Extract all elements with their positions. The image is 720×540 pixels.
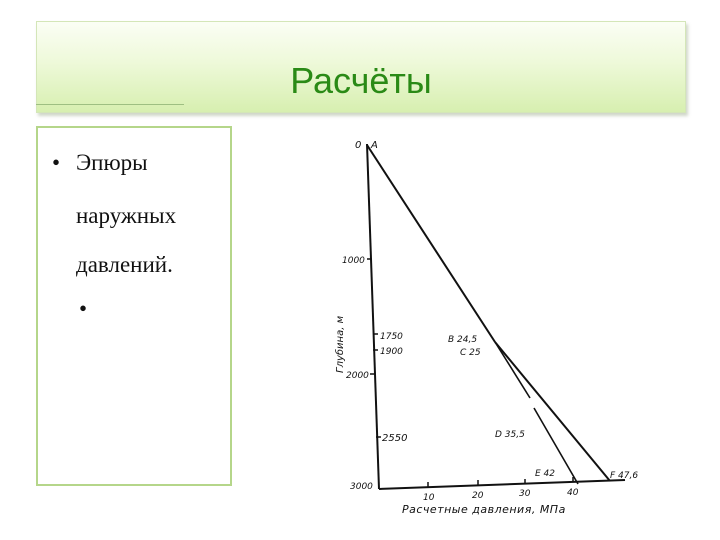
pressure-axis	[379, 480, 625, 489]
bullet-text-line-3: давлений.	[76, 252, 173, 277]
depth-label-2550: 2550	[382, 433, 408, 444]
bullet-text-line-1: Эпюры	[76, 150, 148, 175]
title-divider	[36, 104, 184, 105]
point-c-label: С 25	[460, 348, 481, 358]
text-panel	[36, 126, 232, 486]
x-tick-10: 10	[423, 493, 435, 503]
title-banner	[36, 21, 686, 113]
origin-label: 0	[355, 140, 362, 151]
y-tick-2000: 2000	[346, 371, 369, 381]
depth-label-1750: 1750	[380, 332, 403, 342]
curve-E-upper	[495, 342, 530, 398]
bullet-marker-2: •	[79, 296, 88, 321]
x-tick-40: 40	[567, 488, 579, 498]
curve-F	[495, 342, 610, 481]
point-b-label: В 24,5	[448, 335, 478, 345]
curve-AB	[367, 145, 495, 342]
y-axis-title: Глубина, м	[335, 315, 346, 373]
depth-label-1900: 1900	[380, 347, 403, 357]
point-e-label: Е 42	[535, 469, 555, 479]
point-f-label: F 47,6	[610, 471, 639, 481]
point-d-label: D 35,5	[495, 430, 525, 440]
pressure-diagram	[320, 128, 660, 520]
y-tick-1000: 1000	[342, 256, 365, 266]
bullet-marker-1: •	[52, 150, 61, 175]
x-tick-30: 30	[519, 489, 531, 499]
point-a-label: А	[371, 140, 378, 151]
bullet-text-line-2: наружных	[76, 203, 177, 228]
x-axis-title: Расчетные давления, МПа	[402, 503, 566, 516]
y-tick-3000: 3000	[350, 482, 373, 492]
x-tick-20: 20	[472, 491, 484, 501]
slide-title: Расчёты	[290, 60, 432, 101]
